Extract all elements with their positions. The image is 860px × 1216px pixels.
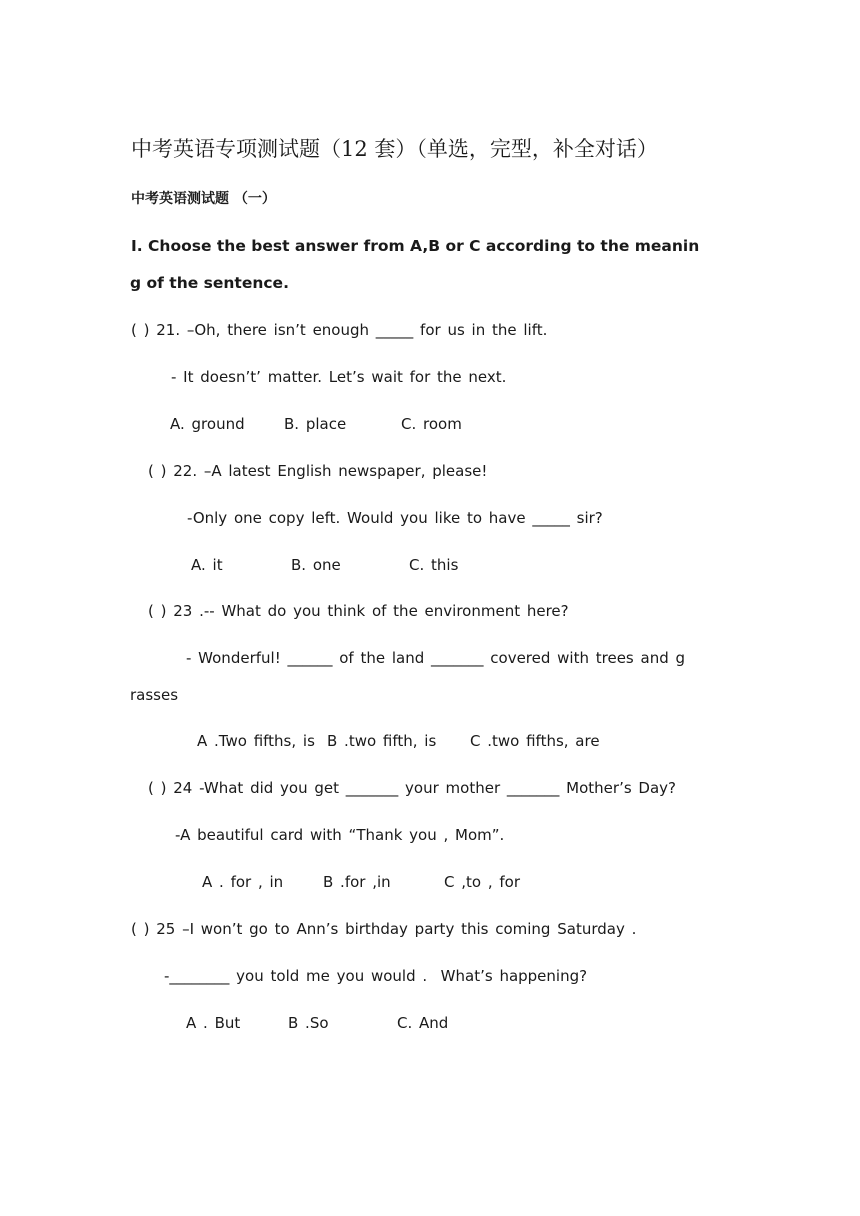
question-25-prompt: ( ) 25 –I won’t go to Ann’s birthday party this coming Saturday .	[131, 920, 637, 938]
question-25-option-c: C. And	[397, 1014, 449, 1032]
question-24-option-c: C ,to , for	[444, 873, 520, 891]
question-22-option-a: A. it	[191, 556, 223, 574]
question-21-option-a: A. ground	[170, 415, 245, 433]
question-22-option-b: B. one	[291, 556, 341, 574]
question-21-response: - It doesn’t’ matter. Let’s wait for the next.	[171, 368, 507, 386]
question-23-option-c: C .two fifths, are	[470, 732, 600, 750]
question-24-option-b: B .for ,in	[323, 873, 391, 891]
question-23-prompt: ( ) 23 .-- What do you think of the environment here?	[148, 602, 569, 620]
question-22-option-c: C. this	[409, 556, 459, 574]
question-24-prompt: ( ) 24 -What did you get _______ your mother _______ Mother’s Day?	[148, 779, 676, 797]
question-23-option-b: B .two fifth, is	[327, 732, 437, 750]
question-22-response: -Only one copy left. Would you like to have _____ sir?	[187, 509, 603, 527]
question-23-option-a: A .Two fifths, is	[197, 732, 315, 750]
instruction-line-2: g of the sentence.	[130, 274, 289, 292]
question-24-option-a: A . for , in	[202, 873, 284, 891]
question-21-option-b: B. place	[284, 415, 347, 433]
question-25-option-a: A . But	[186, 1014, 241, 1032]
question-21-prompt: ( ) 21. –Oh, there isn’t enough _____ for us in the lift.	[131, 321, 548, 339]
section-title: 中考英语测试题 （一）	[131, 191, 276, 207]
question-25-response: -________ you told me you would . What’s happening?	[164, 967, 588, 985]
question-21-option-c: C. room	[401, 415, 462, 433]
question-23-response: - Wonderful! ______ of the land _______ covered with trees and g	[186, 649, 686, 667]
question-25-option-b: B .So	[288, 1014, 329, 1032]
question-24-response: -A beautiful card with “Thank you , Mom”.	[175, 826, 505, 844]
instruction-line-1: Ⅰ. Choose the best answer from A,B or C according to the meanin	[131, 237, 700, 255]
question-22-prompt: ( ) 22. –A latest English newspaper, please!	[148, 462, 488, 480]
document-title: 中考英语专项测试题（12 套）（单选，完型，补全对话）	[131, 137, 658, 161]
question-23-response-cont: rasses	[130, 686, 179, 704]
